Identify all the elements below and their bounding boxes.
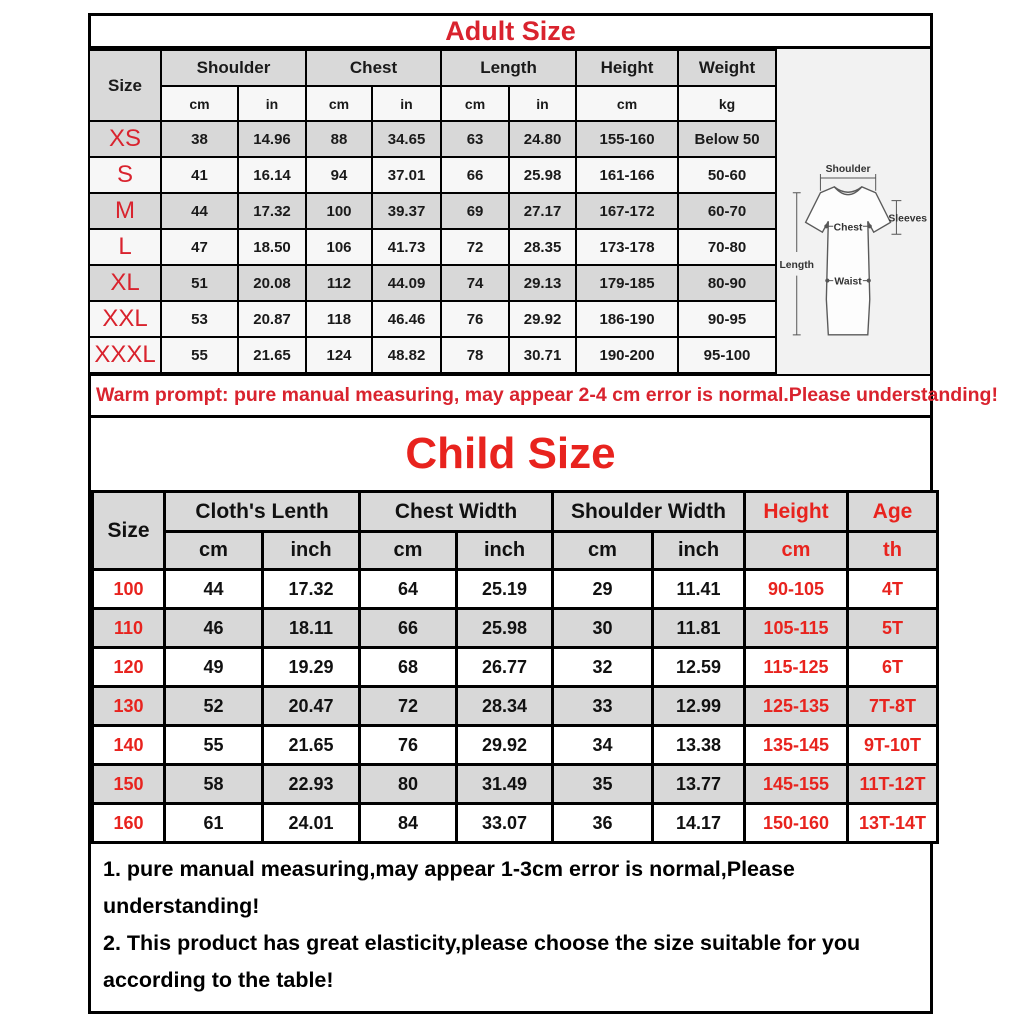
adult-table-cell: 46.46 <box>372 301 441 337</box>
child-table-cell: 21.65 <box>263 726 360 765</box>
child-size-label: 130 <box>93 687 165 726</box>
child-size-label: 160 <box>93 804 165 843</box>
child-table-cell: 13.77 <box>653 765 745 804</box>
child-table-cell: 11.81 <box>653 609 745 648</box>
note-line-1: 1. pure manual measuring,may appear 1-3cm error is normal,Please understanding! <box>103 857 795 918</box>
child-header-row <box>93 492 938 532</box>
child-age-cell: 5T <box>848 609 938 648</box>
child-table-cell: 25.98 <box>457 609 553 648</box>
child-table-cell: 29 <box>553 570 653 609</box>
adult-table-cell: 27.17 <box>509 193 576 229</box>
adult-table-cell: 51 <box>161 265 238 301</box>
warm-prompt-note: Warm prompt: pure manual measuring, may appear 2-4 cm error is normal.Please understanding! <box>88 374 933 418</box>
child-height-cell: 145-155 <box>745 765 848 804</box>
adult-table-cell: 112 <box>306 265 372 301</box>
child-age-cell: 7T-8T <box>848 687 938 726</box>
adult-table-cell: 41.73 <box>372 229 441 265</box>
adult-table-cell: 74 <box>441 265 509 301</box>
adult-table-row <box>89 337 776 373</box>
adult-table-cell: 124 <box>306 337 372 373</box>
child-table-row <box>93 804 938 843</box>
adult-size-label: M <box>89 193 161 229</box>
child-table-cell: 66 <box>360 609 457 648</box>
adult-table-cell: 16.14 <box>238 157 306 193</box>
child-table-cell: 17.32 <box>263 570 360 609</box>
unit-label: cm <box>306 86 372 121</box>
child-col-size: Size <box>93 492 165 570</box>
adult-table-cell: 50-60 <box>678 157 776 193</box>
adult-table-cell: 69 <box>441 193 509 229</box>
child-size-table <box>91 490 939 844</box>
child-age-cell: 4T <box>848 570 938 609</box>
adult-size-label: XS <box>89 121 161 157</box>
adult-table-row <box>89 301 776 337</box>
child-table-cell: 46 <box>165 609 263 648</box>
child-table-cell: 64 <box>360 570 457 609</box>
adult-table-row <box>89 265 776 301</box>
adult-table-cell: 29.92 <box>509 301 576 337</box>
child-units-row <box>93 532 938 570</box>
child-table-cell: 80 <box>360 765 457 804</box>
unit-label: in <box>238 86 306 121</box>
child-table-cell: 32 <box>553 648 653 687</box>
child-col-cloth-length: Cloth's Lenth <box>165 492 360 532</box>
child-table-cell: 72 <box>360 687 457 726</box>
adult-col-weight: Weight <box>678 50 776 86</box>
adult-table-cell: Below 50 <box>678 121 776 157</box>
adult-size-table <box>88 49 777 374</box>
adult-table-cell: 39.37 <box>372 193 441 229</box>
unit-label: cm <box>165 532 263 570</box>
note-line-2: 2. This product has great elasticity,please choose the size suitable for you according to the table! <box>103 930 861 992</box>
adult-col-size: Size <box>89 50 161 121</box>
adult-table-cell: 72 <box>441 229 509 265</box>
child-table-cell: 11.41 <box>653 570 745 609</box>
child-size-label: 120 <box>93 648 165 687</box>
diagram-label-waist: Waist <box>834 276 862 288</box>
adult-size-section <box>88 49 933 374</box>
child-col-shoulder-width: Shoulder Width <box>553 492 745 532</box>
adult-table-cell: 95-100 <box>678 337 776 373</box>
unit-label: cm <box>745 532 848 570</box>
adult-units-row <box>89 86 776 121</box>
size-chart-sheet <box>88 13 998 1014</box>
adult-col-length: Length <box>441 50 576 86</box>
child-table-cell: 29.92 <box>457 726 553 765</box>
adult-size-title: Adult Size <box>88 13 933 49</box>
adult-table-cell: 100 <box>306 193 372 229</box>
child-table-cell: 68 <box>360 648 457 687</box>
child-table-cell: 33 <box>553 687 653 726</box>
tshirt-diagram <box>777 49 930 374</box>
adult-table-cell: 25.98 <box>509 157 576 193</box>
child-col-height: Height <box>745 492 848 532</box>
child-height-cell: 90-105 <box>745 570 848 609</box>
child-table-row <box>93 648 938 687</box>
unit-label: inch <box>653 532 745 570</box>
adult-table-cell: 55 <box>161 337 238 373</box>
adult-table-cell: 60-70 <box>678 193 776 229</box>
adult-table-cell: 29.13 <box>509 265 576 301</box>
adult-size-label: XXXL <box>89 337 161 373</box>
adult-size-label: XXL <box>89 301 161 337</box>
child-table-row <box>93 765 938 804</box>
child-table-row <box>93 687 938 726</box>
shirt-measurement-diagram-panel <box>777 49 930 374</box>
adult-table-cell: 18.50 <box>238 229 306 265</box>
child-age-cell: 6T <box>848 648 938 687</box>
adult-table-row <box>89 121 776 157</box>
child-col-age: Age <box>848 492 938 532</box>
child-table-row <box>93 726 938 765</box>
adult-table-cell: 41 <box>161 157 238 193</box>
child-table-cell: 19.29 <box>263 648 360 687</box>
child-age-cell: 13T-14T <box>848 804 938 843</box>
child-height-cell: 125-135 <box>745 687 848 726</box>
child-table-cell: 12.59 <box>653 648 745 687</box>
unit-label: th <box>848 532 938 570</box>
child-table-cell: 61 <box>165 804 263 843</box>
adult-size-label: L <box>89 229 161 265</box>
adult-table-cell: 21.65 <box>238 337 306 373</box>
child-size-title: Child Size <box>405 429 616 478</box>
child-size-label: 110 <box>93 609 165 648</box>
child-table-cell: 52 <box>165 687 263 726</box>
unit-label: kg <box>678 86 776 121</box>
adult-table-cell: 76 <box>441 301 509 337</box>
child-height-cell: 150-160 <box>745 804 848 843</box>
adult-table-cell: 38 <box>161 121 238 157</box>
child-size-section <box>88 418 933 1014</box>
child-notes <box>91 844 930 1011</box>
adult-col-chest: Chest <box>306 50 441 86</box>
child-table-cell: 26.77 <box>457 648 553 687</box>
adult-table-cell: 14.96 <box>238 121 306 157</box>
child-size-label: 140 <box>93 726 165 765</box>
child-table-cell: 28.34 <box>457 687 553 726</box>
child-table-cell: 58 <box>165 765 263 804</box>
adult-table-row <box>89 193 776 229</box>
unit-label: cm <box>553 532 653 570</box>
adult-table-cell: 90-95 <box>678 301 776 337</box>
adult-size-label: S <box>89 157 161 193</box>
child-table-cell: 30 <box>553 609 653 648</box>
unit-label: cm <box>576 86 678 121</box>
adult-table-cell: 30.71 <box>509 337 576 373</box>
adult-table-cell: 28.35 <box>509 229 576 265</box>
adult-table-cell: 179-185 <box>576 265 678 301</box>
diagram-label-length: Length <box>779 259 815 271</box>
child-height-cell: 135-145 <box>745 726 848 765</box>
adult-table-cell: 48.82 <box>372 337 441 373</box>
unit-label: cm <box>161 86 238 121</box>
adult-table-cell: 44.09 <box>372 265 441 301</box>
child-col-chest-width: Chest Width <box>360 492 553 532</box>
unit-label: in <box>509 86 576 121</box>
adult-table-cell: 20.08 <box>238 265 306 301</box>
child-table-cell: 33.07 <box>457 804 553 843</box>
adult-header-row <box>89 50 776 86</box>
child-table-cell: 22.93 <box>263 765 360 804</box>
child-height-cell: 115-125 <box>745 648 848 687</box>
child-table-cell: 44 <box>165 570 263 609</box>
child-table-cell: 24.01 <box>263 804 360 843</box>
child-height-cell: 105-115 <box>745 609 848 648</box>
adult-table-cell: 53 <box>161 301 238 337</box>
adult-table-cell: 118 <box>306 301 372 337</box>
adult-col-height: Height <box>576 50 678 86</box>
child-table-cell: 12.99 <box>653 687 745 726</box>
child-table-cell: 84 <box>360 804 457 843</box>
adult-table-cell: 155-160 <box>576 121 678 157</box>
adult-table-cell: 17.32 <box>238 193 306 229</box>
adult-table-cell: 70-80 <box>678 229 776 265</box>
child-table-cell: 14.17 <box>653 804 745 843</box>
unit-label: cm <box>441 86 509 121</box>
diagram-label-sleeves: Sleeves <box>888 213 928 225</box>
child-table-cell: 34 <box>553 726 653 765</box>
adult-table-cell: 80-90 <box>678 265 776 301</box>
adult-table-cell: 78 <box>441 337 509 373</box>
adult-table-cell: 106 <box>306 229 372 265</box>
unit-label: inch <box>457 532 553 570</box>
child-size-label: 100 <box>93 570 165 609</box>
adult-col-shoulder: Shoulder <box>161 50 306 86</box>
adult-size-label: XL <box>89 265 161 301</box>
adult-table-cell: 186-190 <box>576 301 678 337</box>
adult-table-cell: 94 <box>306 157 372 193</box>
adult-table-cell: 37.01 <box>372 157 441 193</box>
child-table-cell: 25.19 <box>457 570 553 609</box>
tshirt-outline <box>806 187 891 335</box>
child-table-cell: 31.49 <box>457 765 553 804</box>
adult-table-cell: 190-200 <box>576 337 678 373</box>
child-table-row <box>93 609 938 648</box>
adult-table-cell: 24.80 <box>509 121 576 157</box>
child-table-cell: 35 <box>553 765 653 804</box>
adult-table-cell: 34.65 <box>372 121 441 157</box>
adult-table-cell: 173-178 <box>576 229 678 265</box>
child-age-cell: 9T-10T <box>848 726 938 765</box>
child-table-cell: 36 <box>553 804 653 843</box>
adult-table-row <box>89 157 776 193</box>
child-age-cell: 11T-12T <box>848 765 938 804</box>
adult-table-cell: 161-166 <box>576 157 678 193</box>
adult-table-row <box>89 229 776 265</box>
child-table-cell: 76 <box>360 726 457 765</box>
diagram-label-shoulder: Shoulder <box>825 164 871 176</box>
child-table-row <box>93 570 938 609</box>
adult-table-cell: 88 <box>306 121 372 157</box>
diagram-label-chest: Chest <box>833 222 863 234</box>
adult-table-cell: 63 <box>441 121 509 157</box>
adult-table-cell: 66 <box>441 157 509 193</box>
adult-table-cell: 20.87 <box>238 301 306 337</box>
unit-label: cm <box>360 532 457 570</box>
child-table-cell: 18.11 <box>263 609 360 648</box>
adult-table-cell: 47 <box>161 229 238 265</box>
child-table-cell: 49 <box>165 648 263 687</box>
child-table-cell: 20.47 <box>263 687 360 726</box>
unit-label: in <box>372 86 441 121</box>
child-table-cell: 13.38 <box>653 726 745 765</box>
child-size-label: 150 <box>93 765 165 804</box>
adult-table-cell: 44 <box>161 193 238 229</box>
adult-table-cell: 167-172 <box>576 193 678 229</box>
unit-label: inch <box>263 532 360 570</box>
child-table-cell: 55 <box>165 726 263 765</box>
